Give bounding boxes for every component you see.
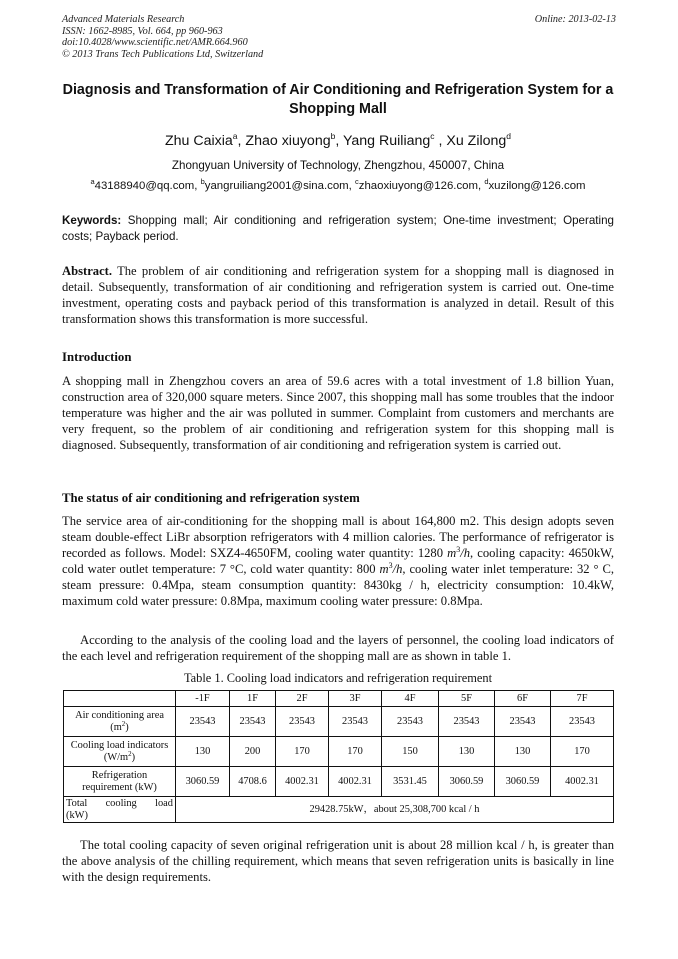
email-sup: a — [90, 177, 95, 186]
row-header: Refrigeration requirement (kW) — [64, 767, 176, 797]
table-cell: 23543 — [230, 707, 276, 737]
table-cell: 3060.59 — [176, 767, 230, 797]
status-text-c: , cooling water inlet temperature: 32 ° C, steam pressure: 0.4Mpa, steam consumption quantity: 8430kg / h, electricity consumption: 10.4kW, maximum cold water pressure: 0.8Mpa, maximum cooling water pressure: 0.8Mpa. — [62, 562, 614, 608]
copyright-line: © 2013 Trans Tech Publications Ltd, Switzerland — [62, 48, 264, 60]
online-date: Online: 2013-02-13 — [534, 14, 616, 25]
table-cell: 170 — [329, 737, 382, 767]
table-cell: 130 — [439, 737, 495, 767]
table-cell: 23543 — [176, 707, 230, 737]
email-link[interactable]: yangruiliang2001@sina.com, — [204, 180, 352, 192]
author: Zhao xiuyong — [245, 133, 331, 149]
closing-text: The total cooling capacity of seven original refrigeration unit is about 28 million kcal / h, is greater than the above analysis of the chilling requirement, which means that seven refrigeration units is basically in line with the design requirements. — [62, 838, 614, 884]
column-header: 7F — [551, 691, 614, 707]
table-cell: 4002.31 — [276, 767, 329, 797]
row-header: Cooling load indicators $(W/m^2)$ — [64, 737, 176, 767]
email-link[interactable]: 43188940@qq.com, — [94, 180, 198, 192]
email-list — [62, 179, 614, 194]
issn-line: ISSN: 1662-8985, Vol. 664, pp 960-963 — [62, 25, 223, 37]
author: Zhu Caixia — [164, 133, 233, 149]
table-cell: 23543 — [439, 707, 495, 737]
table-header-row — [64, 691, 614, 707]
unit-h: /h — [460, 546, 471, 560]
journal-name: Advanced Materials Research — [62, 14, 185, 25]
abstract — [62, 263, 614, 327]
cooling-load-table — [63, 690, 614, 823]
table-cell: 170 — [551, 737, 614, 767]
unit-sup: 3 — [456, 545, 461, 554]
author-sup: d — [506, 131, 512, 141]
unit-sup: 3 — [388, 561, 393, 570]
keywords-text: Shopping mall; Air conditioning and refrigeration system; One-time investment; Operating costs; Payback period. — [62, 214, 614, 243]
abstract-label: Abstract. — [62, 264, 113, 278]
table-cell: 170 — [276, 737, 329, 767]
table-row — [64, 737, 614, 767]
unit-h: /h — [392, 562, 403, 576]
journal-header — [62, 14, 422, 60]
column-header: 3F — [329, 691, 382, 707]
column-header: 4F — [382, 691, 439, 707]
email-sup: d — [484, 177, 489, 186]
table-cell: 4708.6 — [230, 767, 276, 797]
author-sup: b — [330, 131, 336, 141]
column-header: 5F — [439, 691, 495, 707]
table-cell: 150 — [382, 737, 439, 767]
unit-m: m — [447, 546, 457, 560]
table-cell: 3060.59 — [439, 767, 495, 797]
status-paragraph — [62, 513, 614, 609]
table-cell: 23543 — [276, 707, 329, 737]
status-text-b: , cooling capacity: 4650kW, cold water outlet temperature: 7 °C, cold water quantity: 800 — [62, 546, 614, 576]
author-sep: , — [434, 133, 447, 149]
table-cell: 23543 — [495, 707, 551, 737]
section-heading-status: The status of air conditioning and refrigeration system — [62, 491, 360, 505]
total-row-header: Total cooling load (kW) — [64, 797, 176, 823]
column-header: -1F — [176, 691, 230, 707]
table-cell: 23543 — [551, 707, 614, 737]
total-value: 29428.75kW，about 25,308,700 kcal / h — [176, 797, 614, 823]
author-sup: a — [232, 131, 238, 141]
introduction-paragraph: A shopping mall in Zhengzhou covers an area of 59.6 acres with a total investment of 1.8 billion Yuan, construction area of 320,000 square meters. Since 2007, this shopping mall has some troubles that the indoor temperature was higher and the air was polluted in summer. Complaint from customers and merchants are very frequent, so the problem of air conditioning and refrigeration system for this shopping mall is diagnosed. Subsequently, transformation of air conditioning and refrigeration system is carried out. — [62, 374, 614, 452]
table-cell: 3531.45 — [382, 767, 439, 797]
email-link[interactable]: xuzilong@126.com — [488, 180, 586, 192]
column-header: 6F — [495, 691, 551, 707]
doi-line: doi:10.4028/www.scientific.net/AMR.664.960 — [62, 37, 248, 49]
table-caption: Table 1. Cooling load indicators and refrigeration requirement — [183, 671, 493, 685]
author-list — [62, 132, 614, 150]
table-cell: 130 — [176, 737, 230, 767]
keywords — [62, 213, 614, 244]
table-total-row — [64, 797, 614, 823]
table-cell: 3060.59 — [495, 767, 551, 797]
author-sep: , — [237, 133, 246, 149]
email-sup: c — [355, 177, 359, 186]
author: Xu Zilong — [446, 133, 507, 149]
status-paragraph-2 — [62, 632, 614, 664]
keywords-label: Keywords: — [62, 214, 122, 227]
table-corner — [64, 691, 176, 707]
closing-paragraph — [62, 837, 614, 885]
table-cell: 4002.31 — [329, 767, 382, 797]
abstract-text: The problem of air conditioning and refrigeration system for a shopping mall is diagnosed in detail. Subsequently, transformation of air conditioning and refrigeration system is carried out. One-time investment, operating costs and payback period of this transformation is analyzed in detail. Result of this transformation shows this transformation is more successful. — [62, 264, 614, 326]
status-text-a: The service area of air-conditioning for the shopping mall is about 164,800 m2. This design adopts seven steam double-effect LiBr absorption refrigerators with 4 million calories. The performance of refrigerator is recorded as follows. Model: SXZ4-4650FM, cooling water quantity: 1280 — [62, 514, 614, 560]
column-header: 1F — [230, 691, 276, 707]
table-cell: 23543 — [329, 707, 382, 737]
email-link[interactable]: zhaoxiuyong@126.com, — [358, 180, 482, 192]
paper-title: Diagnosis and Transformation of Air Conditioning and Refrigeration System for a Shopping Mall — [62, 82, 614, 117]
table-cell: 130 — [495, 737, 551, 767]
affiliation: Zhongyuan University of Technology, Zhengzhou, 450007, China — [171, 159, 505, 172]
status-text-2: According to the analysis of the cooling load and the layers of personnel, the cooling load indicators of the each level and refrigeration requirement of the shopping mall are as shown in table 1. — [62, 633, 614, 663]
table-row — [64, 767, 614, 797]
table-cell: 4002.31 — [551, 767, 614, 797]
unit-m: m — [379, 562, 389, 576]
email-sup: b — [200, 177, 205, 186]
table-cell: 23543 — [382, 707, 439, 737]
column-header: 2F — [276, 691, 329, 707]
author: Yang Ruiliang — [342, 133, 431, 149]
section-heading-introduction: Introduction — [62, 350, 132, 364]
row-header: Air conditioning area $(m^2)$ — [64, 707, 176, 737]
table-row — [64, 707, 614, 737]
author-sep: , — [335, 133, 343, 149]
table-cell: 200 — [230, 737, 276, 767]
author-sup: c — [430, 131, 435, 141]
